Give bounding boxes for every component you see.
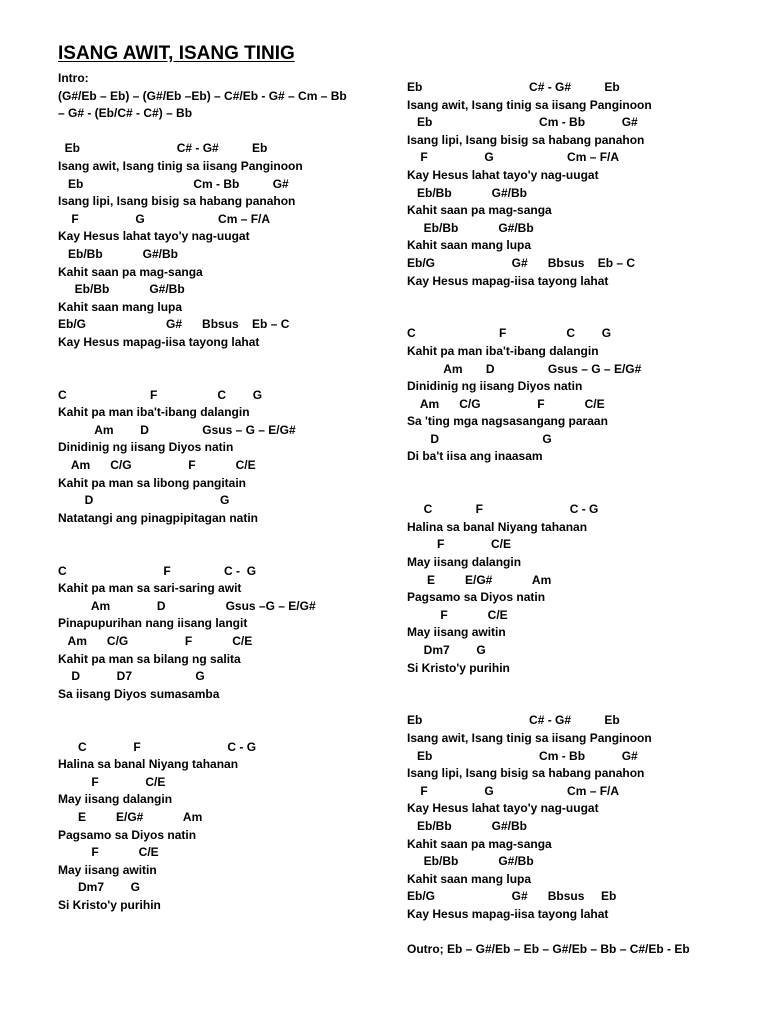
chord-line: F C/E (58, 774, 166, 789)
chord-line: C F C - G (407, 502, 599, 517)
lyric-line: Isang lipi, Isang bisig sa habang panahon (407, 132, 645, 147)
spacer (58, 123, 398, 141)
lyric-line: Kahit pa man iba't-ibang dalangin (58, 405, 250, 420)
chord-line: E E/G# Am (407, 572, 552, 587)
verse-block (58, 563, 398, 704)
verse-block (58, 140, 398, 351)
song-title: ISANG AWIT, ISANG TINIG (58, 43, 295, 64)
chord-line: Eb/Bb G#/Bb (58, 282, 185, 297)
lyric-line: May iisang dalangin (407, 555, 522, 570)
lyric-line: Sa iisang Diyos sumasamba (58, 686, 220, 701)
chord-line: C F C G (407, 326, 612, 341)
lyric-line: Kay Hesus mapag-iisa tayong lahat (407, 273, 609, 288)
lyric-line: Kahit pa man sa sari-saring awit (58, 581, 242, 596)
chord-line: Eb Cm - Bb G# (407, 748, 638, 763)
lyric-line: Kay Hesus lahat tayo'y nag-uugat (407, 801, 599, 816)
spacer (407, 695, 747, 713)
spacer (58, 369, 398, 387)
lyric-line: Isang lipi, Isang bisig sa habang panahon (58, 194, 296, 209)
chord-line: Am D Gsus – G – E/G# (58, 422, 296, 437)
lyric-line: Di ba't iisa ang inaasam (407, 449, 543, 464)
chord-line: Eb Cm - Bb G# (58, 176, 289, 191)
chord-line: Eb/G G# Bbsus Eb (407, 889, 617, 904)
lyric-line: Sa 'ting mga nagsasangang paraan (407, 414, 608, 429)
verse-block (407, 79, 747, 290)
lyric-line: Dinidinig ng iisang Diyos natin (58, 440, 234, 455)
chord-line: F G Cm – F/A (58, 211, 271, 226)
chord-line: Eb/Bb G#/Bb (407, 818, 528, 833)
lyric-line: Isang awit, Isang tinig sa iisang Panginoon (407, 97, 652, 112)
intro-chords-line-1: (G#/Eb – Eb) – (G#/Eb –Eb) – C#/Eb - G# – Cm – Bb (58, 88, 347, 103)
lyric-line: Kahit saan pa mag-sanga (58, 264, 203, 279)
chord-line: Am C/G F C/E (58, 458, 256, 473)
lyric-line: Si Kristo'y purihin (407, 660, 510, 675)
lyric-line: Halina sa banal Niyang tahanan (407, 519, 588, 534)
chord-line: D G (407, 431, 552, 446)
chord-line: C F C - G (58, 563, 257, 578)
outro-line: Outro; Eb – G#/Eb – Eb – G#/Eb – Bb – C#/Eb - Eb (407, 942, 690, 957)
lyric-line: May iisang awitin (407, 625, 506, 640)
lyric-line: Kahit saan mang lupa (58, 299, 183, 314)
lyric-line: Isang awit, Isang tinig sa iisang Panginoon (58, 158, 303, 173)
verse-block (58, 387, 398, 528)
chord-line: Eb C# - G# Eb (407, 713, 620, 728)
lyric-line: May iisang awitin (58, 862, 157, 877)
chord-line: Eb/Bb G#/Bb (407, 220, 534, 235)
chord-line: D G (58, 493, 230, 508)
lyric-line: Kahit saan mang lupa (407, 238, 532, 253)
spacer (407, 290, 747, 308)
verse-block (407, 325, 747, 466)
lyric-line: Kahit pa man iba't-ibang dalangin (407, 343, 599, 358)
spacer (58, 352, 398, 370)
lyric-line: Kay Hesus lahat tayo'y nag-uugat (58, 229, 250, 244)
chord-line: Eb/G G# Bbsus Eb – C (58, 317, 290, 332)
lyric-line: Kahit pa man sa libong pangitain (58, 475, 247, 490)
chord-line: C F C G (58, 387, 263, 402)
left-column (58, 70, 398, 915)
spacer (58, 703, 398, 721)
lyric-line: Isang awit, Isang tinig sa iisang Panginoon (407, 730, 652, 745)
verse-block (407, 712, 747, 923)
spacer (58, 721, 398, 739)
spacer (58, 527, 398, 545)
lyric-line: Natatangi ang pinagpipitagan natin (58, 510, 259, 525)
chord-line: F C/E (407, 607, 508, 622)
chord-line: Am D Gsus – G – E/G# (407, 361, 642, 376)
lyric-line: Halina sa banal Niyang tahanan (58, 757, 239, 772)
right-column (407, 79, 747, 959)
chorus-block (58, 739, 398, 915)
chord-line: D D7 G (58, 669, 205, 684)
chord-line: Eb C# - G# Eb (58, 141, 268, 156)
lyric-line: Pagsamo sa Diyos natin (407, 590, 546, 605)
chord-line: E E/G# Am (58, 809, 203, 824)
chord-line: Eb/Bb G#/Bb (407, 854, 534, 869)
chord-line: Dm7 G (407, 643, 486, 657)
intro-chords-line-2: – G# - (Eb/C# - C#) – Bb (58, 106, 193, 121)
chord-line: F G Cm – F/A (407, 783, 620, 798)
spacer (58, 545, 398, 563)
lyric-line: Kahit saan pa mag-sanga (407, 203, 552, 218)
lyric-line: Kahit saan mang lupa (407, 871, 532, 886)
chord-line: Eb Cm - Bb G# (407, 115, 638, 130)
spacer (407, 466, 747, 484)
lyric-line: Dinidinig ng iisang Diyos natin (407, 379, 583, 394)
chord-line: Eb C# - G# Eb (407, 80, 620, 94)
chord-line: F C/E (58, 845, 159, 860)
chord-line: Am C/G F C/E (407, 396, 605, 411)
chord-line: F G Cm – F/A (407, 150, 620, 165)
chord-line: Eb/Bb G#/Bb (58, 246, 179, 261)
lyric-line: Kay Hesus mapag-iisa tayong lahat (407, 906, 609, 921)
lyric-line: Pagsamo sa Diyos natin (58, 827, 197, 842)
intro-label: Intro: (58, 71, 89, 85)
chord-line: Dm7 G (58, 880, 141, 895)
lyric-line: Isang lipi, Isang bisig sa habang panahon (407, 766, 645, 781)
spacer (407, 924, 747, 942)
lyric-line: Kay Hesus lahat tayo'y nag-uugat (407, 167, 599, 182)
chord-line: Eb/Bb G#/Bb (407, 185, 528, 200)
lyric-line: Kahit pa man sa bilang ng salita (58, 651, 241, 666)
chord-line: C F C - G (58, 739, 257, 754)
chord-line: Am C/G F C/E (58, 634, 253, 648)
lyric-line: Si Kristo'y purihin (58, 897, 161, 912)
lyric-line: Kahit saan pa mag-sanga (407, 836, 552, 851)
chord-line: F C/E (407, 537, 512, 552)
spacer (407, 308, 747, 326)
lyric-line: May iisang dalangin (58, 792, 173, 807)
chorus-block (407, 501, 747, 677)
spacer (407, 484, 747, 502)
chord-line: Am D Gsus –G – E/G# (58, 598, 316, 613)
chord-line: Eb/G G# Bbsus Eb – C (407, 255, 636, 270)
lyric-line: Pinapupurihan nang iisang langit (58, 616, 248, 631)
lyric-line: Kay Hesus mapag-iisa tayong lahat (58, 334, 260, 349)
spacer (407, 677, 747, 695)
